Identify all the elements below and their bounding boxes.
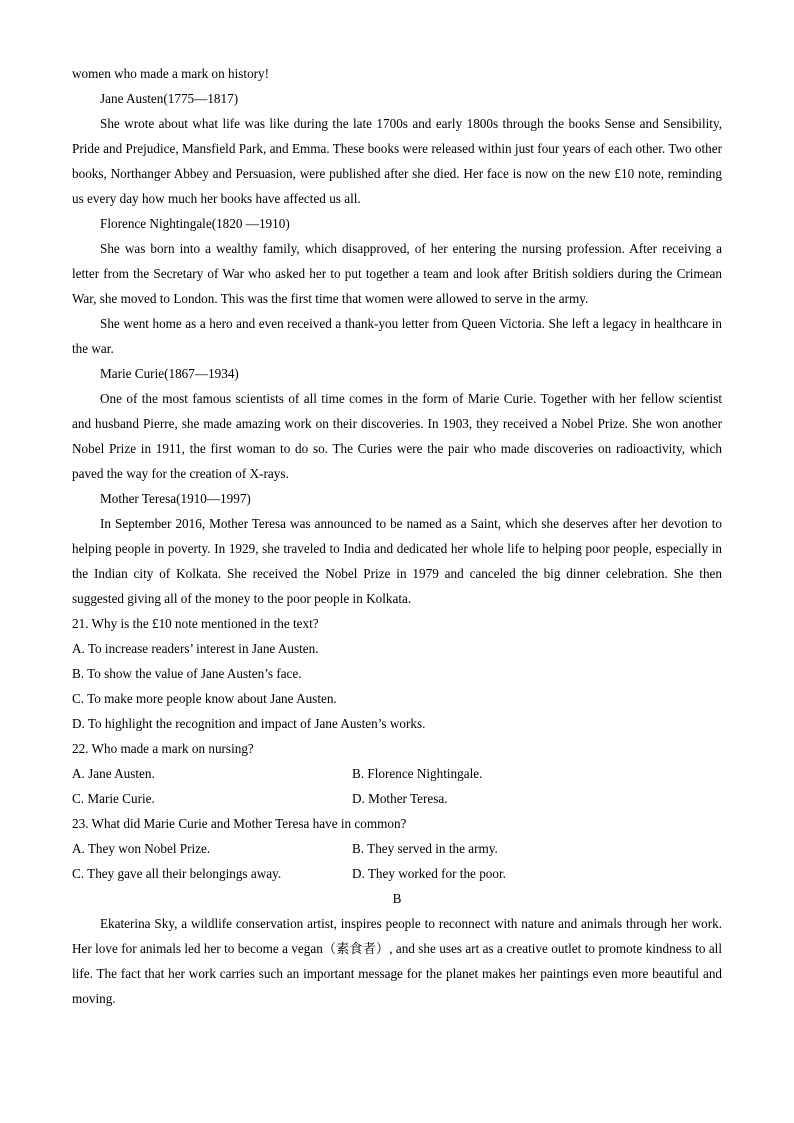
paragraph-nightingale-2: She went home as a hero and even received a thank-you letter from Queen Victoria. She left a legacy in healthcare in the war. xyxy=(72,316,722,356)
question-23-stem: 23. What did Marie Curie and Mother Teresa have in common? xyxy=(72,816,407,831)
question-21-stem: 21. Why is the £10 note mentioned in the text? xyxy=(72,616,319,631)
question-21-option-d: D. To highlight the recognition and impact of Jane Austen’s works. xyxy=(72,716,426,731)
question-21-option-b: B. To show the value of Jane Austen’s face. xyxy=(72,666,302,681)
heading-florence-nightingale: Florence Nightingale(1820 —1910) xyxy=(100,216,290,231)
question-23-option-a: A. They won Nobel Prize. xyxy=(72,841,211,856)
heading-mother-teresa: Mother Teresa(1910—1997) xyxy=(100,491,251,506)
paragraph-jane-austen: She wrote about what life was like during the late 1700s and early 1800s through the books Sense and Sensibility, Pride and Prejudice, Mansfield Park, and Emma. These books were released within just four years of each other. Two other books, Northanger Abbey and Persuasion, were published after she died. Her face is now on the new £10 note, reminding us every day how much her books have affected us all. xyxy=(72,116,722,206)
question-23-option-b: B. They served in the army. xyxy=(352,841,498,856)
question-21-option-a: A. To increase readers’ interest in Jane Austen. xyxy=(72,641,319,656)
question-23-options-row-2 xyxy=(72,861,722,886)
question-23-option-d: D. They worked for the poor. xyxy=(352,866,506,881)
heading-jane-austen: Jane Austen(1775—1817) xyxy=(100,91,239,106)
question-22-stem: 22. Who made a mark on nursing? xyxy=(72,741,254,756)
question-22-option-b: B. Florence Nightingale. xyxy=(352,766,483,781)
paragraph-marie-curie: One of the most famous scientists of all time comes in the form of Marie Curie. Together with her fellow scientist and husband Pierre, she made amazing work on their discoveries. In 1903, they received a Nobel Prize. She won another Nobel Prize in 1911, the first woman to do so. The Curies were the pair who made discoveries on radioactivity, which paved the way for the creation of X-rays. xyxy=(72,391,722,481)
question-22-options-row-1 xyxy=(72,761,722,786)
question-23-option-c: C. They gave all their belongings away. xyxy=(72,866,282,881)
document-page xyxy=(72,61,722,1011)
intro-tail: women who made a mark on history! xyxy=(72,66,270,81)
paragraph-ekaterina-sky: Ekaterina Sky, a wildlife conservation artist, inspires people to reconnect with nature and animals through her work. Her love for animals led her to become a vegan（素食者）, and she uses art as a creative outlet to promote kindness to all life. The fact that her work carries such an important message for the planet makes her paintings even more beautiful and moving. xyxy=(72,916,722,1006)
question-22-options-row-2 xyxy=(72,786,722,811)
question-23-options-row-1 xyxy=(72,836,722,861)
section-b-label: B xyxy=(392,891,402,906)
question-21-option-c: C. To make more people know about Jane Austen. xyxy=(72,691,337,706)
question-22-option-d: D. Mother Teresa. xyxy=(352,791,448,806)
question-22-option-a: A. Jane Austen. xyxy=(72,766,155,781)
heading-marie-curie: Marie Curie(1867—1934) xyxy=(100,366,239,381)
paragraph-mother-teresa: In September 2016, Mother Teresa was announced to be named as a Saint, which she deserves after her devotion to helping people in poverty. In 1929, she traveled to India and dedicated her whole life to helping poor people, especially in the Indian city of Kolkata. She received the Nobel Prize in 1979 and canceled the big dinner celebration. She then suggested giving all of the money to the poor people in Kolkata. xyxy=(72,516,722,606)
question-22-option-c: C. Marie Curie. xyxy=(72,791,155,806)
paragraph-nightingale-1: She was born into a wealthy family, which disapproved, of her entering the nursing profession. After receiving a letter from the Secretary of War who asked her to put together a team and look after British soldiers during the Crimean War, she moved to London. This was the first time that women were allowed to serve in the army. xyxy=(72,241,722,306)
